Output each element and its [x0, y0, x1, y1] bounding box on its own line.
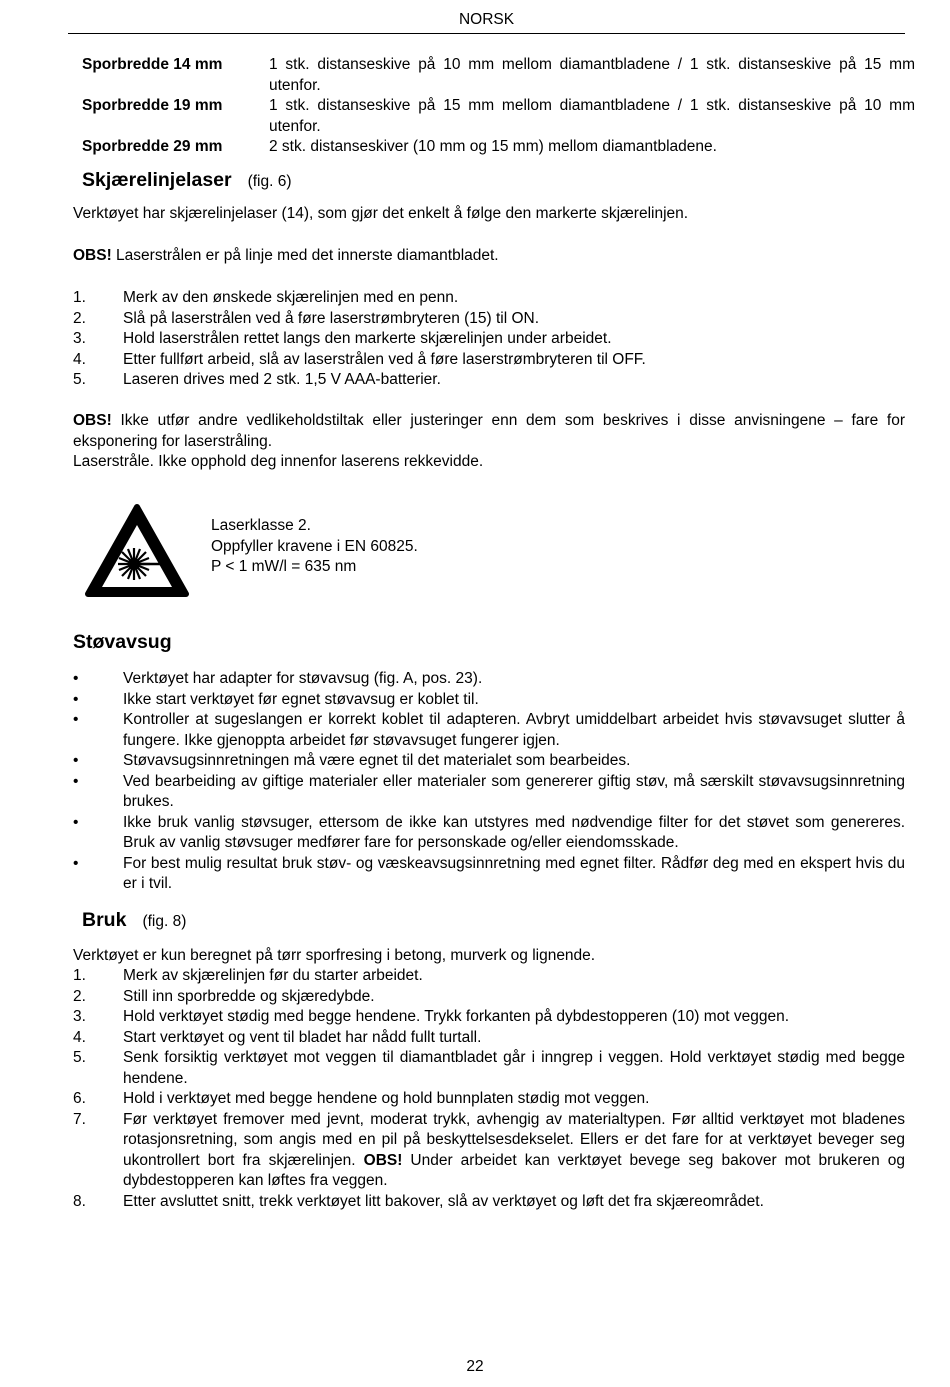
- figure-reference: (fig. 8): [142, 913, 187, 930]
- list-item: [73, 987, 905, 1008]
- track-width-spec: [82, 55, 915, 158]
- bullet: •: [73, 670, 79, 687]
- step-text-part: Under arbeidet kan verktøyet bevege seg bakover mot brukeren og dybdestopperen kan løftes fra veggen.: [123, 1151, 905, 1189]
- obs-label: OBS!: [73, 412, 112, 429]
- section-heading-laser: [82, 170, 292, 193]
- step-text: [123, 1110, 905, 1192]
- spec-value: 1 stk. distanseskive på 15 mm mellom diamantbladene / 1 stk. distanseskive på 10 mm utenfor.: [269, 97, 915, 135]
- page-number: 22: [466, 1358, 484, 1375]
- list-item: [73, 288, 905, 309]
- list-item: [73, 1007, 905, 1028]
- obs-label: OBS!: [73, 247, 112, 264]
- step-text: Merk av skjærelinjen før du starter arbeidet.: [123, 967, 423, 984]
- laser-radiation-note: Laserstråle. Ikke opphold deg innenfor laserens rekkevidde.: [73, 453, 484, 470]
- section-heading-dust: [73, 632, 172, 653]
- laser-steps-list: [73, 288, 905, 391]
- list-item: [73, 309, 905, 330]
- laser-class-info: [211, 516, 611, 578]
- bullet: •: [73, 690, 79, 708]
- step-text: Hold laserstrålen rettet langs den markerte skjærelinjen under arbeidet.: [123, 330, 612, 347]
- step-number: 4.: [73, 350, 86, 368]
- step-number: 8.: [73, 1192, 86, 1210]
- spec-row: [82, 137, 915, 158]
- spec-row: [82, 96, 915, 137]
- heading-text: Skjærelinjelaser: [82, 169, 232, 191]
- bullet: •: [73, 813, 79, 831]
- heading-text: Støvavsug: [73, 631, 172, 653]
- list-item: [73, 669, 905, 690]
- dust-bullet-list: [73, 669, 905, 895]
- figure-reference: (fig. 6): [247, 173, 292, 190]
- obs-text: Ikke utfør andre vedlikeholdstiltak eller justeringer enn dem som beskrives i disse anvisningene – fare for eksponering for laserstråling.: [73, 412, 905, 450]
- step-text: Slå på laserstrålen ved å føre laserstrømbryteren (15) til ON.: [123, 309, 540, 327]
- list-item: [73, 350, 905, 371]
- list-item: [73, 1089, 905, 1110]
- list-item: [73, 329, 905, 350]
- step-text: Laseren drives med 2 stk. 1,5 V AAA-batterier.: [123, 371, 441, 388]
- step-number: 5.: [73, 1049, 86, 1066]
- step-number: 4.: [73, 1028, 86, 1046]
- bullet: •: [73, 711, 79, 728]
- list-item: [73, 772, 905, 813]
- step-number: 2.: [73, 987, 86, 1005]
- laser-class-line: P < 1 mW/l = 635 nm: [211, 558, 357, 575]
- bullet-text: Ikke bruk vanlig støvsuger, ettersom de ikke kan utstyres med nødvendige filter for det støvet som genereres. Bruk av vanlig støvsuger medfører fare for personskade og/eller eiendomsskade.: [123, 813, 905, 851]
- bullet-text: Ved bearbeiding av giftige materialer eller materialer som genererer giftig støv, må særskilt støvavsugsinnretning brukes.: [123, 772, 905, 810]
- spec-label: Sporbredde 14 mm: [82, 56, 223, 73]
- use-steps-list: [73, 966, 905, 1212]
- step-text: Merk av den ønskede skjærelinjen med en penn.: [123, 289, 459, 306]
- bullet-text: Ikke start verktøyet før egnet støvavsug er koblet til.: [123, 690, 479, 708]
- step-text: Etter avsluttet snitt, trekk verktøyet litt bakover, slå av verktøyet og løft det fra skjæreområdet.: [123, 1192, 764, 1210]
- page-header: NORSK: [68, 10, 905, 34]
- list-item: [73, 813, 905, 854]
- list-item: [73, 751, 905, 772]
- bullet-text: For best mulig resultat bruk støv- og væskeavsugsinnretning med egnet filter. Rådfør deg med en ekspert hvis du er i tvil.: [123, 854, 905, 892]
- step-text-part: Før verktøyet fremover med jevnt, moderat trykk, avhengig av materialtypen. Før alltid verktøyet mot bladenes rotasjonsretning, som angis med en pil på beskyttelsesdekselet. Ellers er det fare for at verktøyet beveger seg ukontrollert bort fra skjærelinjen.: [123, 1110, 905, 1169]
- step-number: 7.: [73, 1110, 86, 1128]
- bullet-text: Støvavsugsinnretningen må være egnet til det materialet som bearbeides.: [123, 752, 631, 769]
- section-heading-use: [82, 910, 186, 933]
- step-text: Hold i verktøyet med begge hendene og hold bunnplaten stødig mot veggen.: [123, 1090, 650, 1107]
- list-item: [73, 710, 905, 751]
- step-text: Start verktøyet og vent til bladet har nådd fullt turtall.: [123, 1028, 482, 1046]
- list-item: [73, 966, 905, 987]
- step-number: 1.: [73, 289, 86, 306]
- use-intro: Verktøyet er kun beregnet på tørr sporfresing i betong, murverk og lignende.: [73, 947, 596, 964]
- step-number: 3.: [73, 330, 86, 347]
- laser-intro: Verktøyet har skjærelinjelaser (14), som gjør det enkelt å følge den markerte skjærelinjen.: [73, 205, 689, 222]
- bullet-text: Verktøyet har adapter for støvavsug (fig. A, pos. 23).: [123, 670, 483, 687]
- step-text: Etter fullført arbeid, slå av laserstrålen ved å føre laserstrømbryteren til OFF.: [123, 350, 646, 368]
- step-number: 1.: [73, 967, 86, 984]
- bullet: •: [73, 772, 79, 790]
- step-number: 6.: [73, 1090, 86, 1107]
- step-number: 3.: [73, 1008, 86, 1025]
- spec-value: 1 stk. distanseskive på 10 mm mellom diamantbladene / 1 stk. distanseskive på 15 mm utenfor.: [269, 56, 915, 94]
- spec-value: 2 stk. distanseskiver (10 mm og 15 mm) mellom diamantbladene.: [269, 138, 717, 155]
- laser-class-line: Laserklasse 2.: [211, 517, 311, 534]
- bullet: •: [73, 752, 79, 769]
- list-item: [73, 690, 905, 711]
- obs-label: OBS!: [363, 1151, 403, 1169]
- spec-label: Sporbredde 19 mm: [82, 97, 223, 114]
- laser-obs-note: [73, 246, 905, 267]
- step-text: Still inn sporbredde og skjæredybde.: [123, 987, 375, 1005]
- list-item: [73, 854, 905, 895]
- laser-class-line: Oppfyller kravene i EN 60825.: [211, 537, 418, 555]
- laser-warning-note: [73, 411, 905, 473]
- list-item: [73, 1192, 905, 1213]
- list-item: [73, 1048, 905, 1089]
- heading-text: Bruk: [82, 909, 127, 931]
- list-item: [73, 370, 905, 391]
- laser-warning-icon: [84, 503, 190, 599]
- list-item: [73, 1028, 905, 1049]
- list-item: [73, 1110, 905, 1192]
- bullet: •: [73, 854, 79, 872]
- spec-row: [82, 55, 915, 96]
- step-text: Hold verktøyet stødig med begge hendene. Trykk forkanten på dybdestopperen (10) mot veggen.: [123, 1008, 790, 1025]
- spec-label: Sporbredde 29 mm: [82, 138, 223, 155]
- bullet-text: Kontroller at sugeslangen er korrekt koblet til adapteren. Avbryt umiddelbart arbeidet hvis støvavsuget slutter å fungere. Ikke gjenoppta arbeidet før støvavsuget fungerer igjen.: [123, 711, 905, 749]
- step-number: 5.: [73, 371, 86, 388]
- step-text: Senk forsiktig verktøyet mot veggen til diamantbladet går i inngrep i veggen. Hold verktøyet stødig med begge hendene.: [123, 1049, 905, 1087]
- obs-text: Laserstrålen er på linje med det innerste diamantbladet.: [111, 247, 499, 264]
- step-number: 2.: [73, 309, 86, 327]
